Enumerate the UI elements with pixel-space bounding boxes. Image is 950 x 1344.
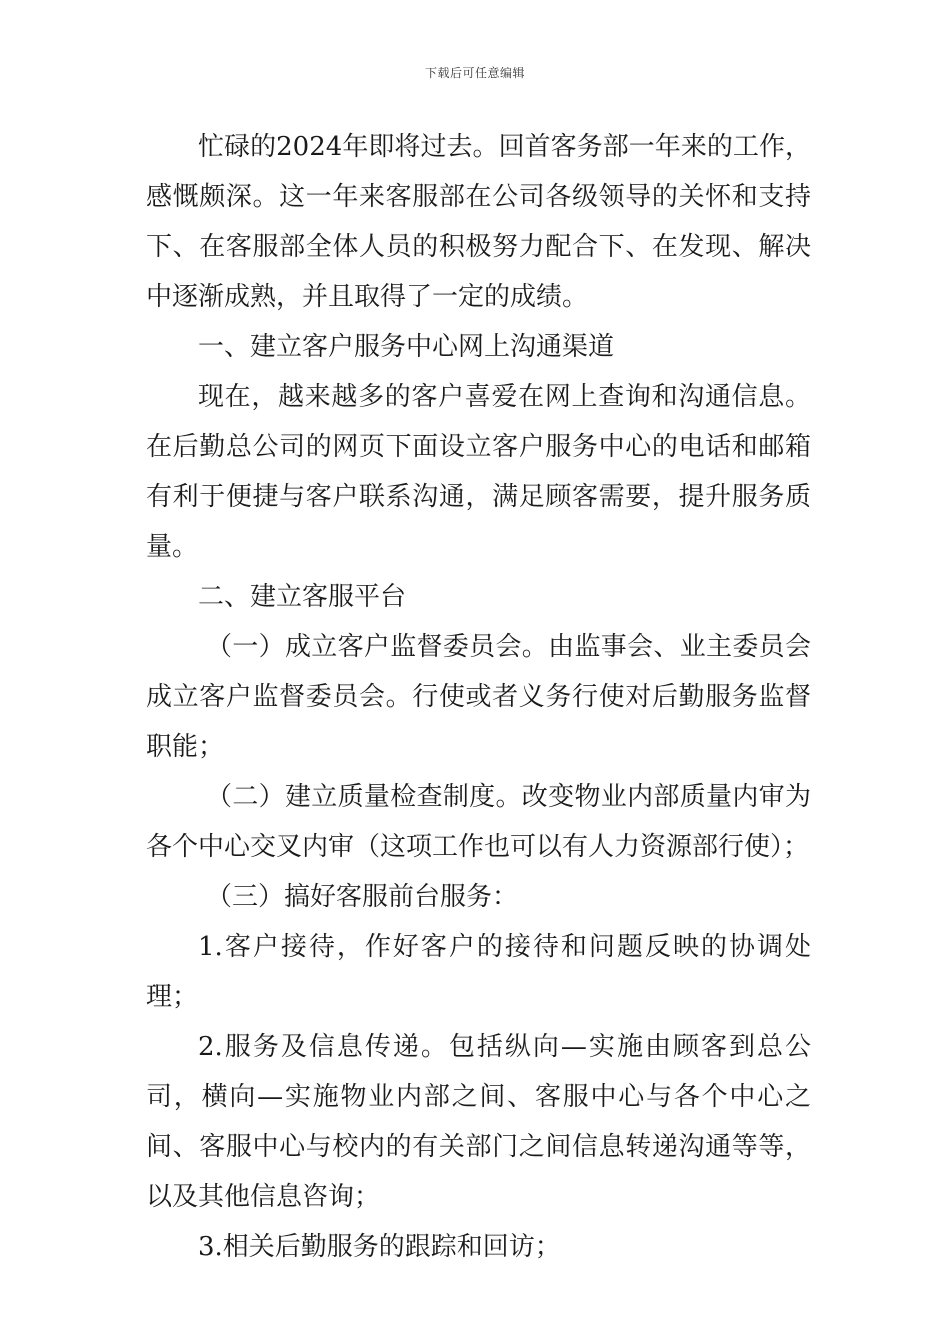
subsection-2: （二）建立质量检查制度。改变物业内部质量内审为各个中心交叉内审（这项工作也可以有人力资源部行使）； [146,782,811,862]
paragraph-intro: 忙碌的2024年即将过去。回首客务部一年来的工作，感慨颇深。这一年来客服部在公司各级领导的关怀和支持下、在客服部全体人员的积极努力配合下、在发现、解决中逐渐成熟，并且取得了一定的成绩。 [146,132,811,312]
subsection-3: （三）搞好客服前台服务： [206,882,519,912]
list-item-2: 2.服务及信息传递。包括纵向—实施由顾客到总公司，横向—实施物业内部之间、客服中心与各个中心之间、客服中心与校内的有关部门之间信息转递沟通等等，以及其他信息咨询； [146,1032,811,1212]
subsection-1: （一）成立客户监督委员会。由监事会、业主委员会成立客户监督委员会。行使或者义务行使对后勤服务监督职能； [146,632,811,762]
document-body [146,122,811,1272]
page-header: 下载后可任意编辑 [424,66,525,80]
section-heading-1: 一、建立客户服务中心网上沟通渠道 [198,332,615,362]
list-item-1: 1.客户接待，作好客户的接待和问题反映的协调处理； [146,932,811,1012]
section-heading-2: 二、建立客服平台 [198,582,407,612]
paragraph-section-1: 现在，越来越多的客户喜爱在网上查询和沟通信息。在后勤总公司的网页下面设立客户服务中心的电话和邮箱有利于便捷与客户联系沟通，满足顾客需要，提升服务质量。 [146,382,811,562]
list-item-3: 3.相关后勤服务的跟踪和回访； [198,1232,561,1262]
